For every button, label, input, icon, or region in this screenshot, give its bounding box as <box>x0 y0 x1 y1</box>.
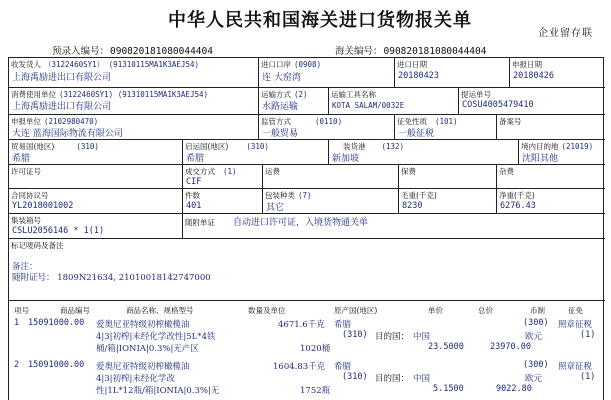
goods-header-name: 商品名称、规格型号 <box>126 306 194 315</box>
goods-item-dest-label: 目的国： <box>375 332 410 342</box>
goods-item-name-line-2: 4|3|初榨|未经化学改性|5L*4铁 <box>96 332 216 342</box>
declare-date-cell <box>510 58 605 88</box>
goods-item-code: 15091000.00 <box>28 318 85 328</box>
bill-no-label: 提运单号 <box>461 90 491 99</box>
transport-mode-value: 水路运输 <box>262 102 299 112</box>
goods-item-no: 2 <box>14 360 20 370</box>
goods-item-unit-price: 5.1500 <box>433 384 464 394</box>
transport-mode-code: (2) <box>294 90 308 99</box>
attached-docs-label: 随附单证 <box>185 218 215 227</box>
supervision-code: (0110) <box>315 117 343 126</box>
supervision-value: 一般贸易 <box>262 129 299 139</box>
marks-cell <box>9 239 605 301</box>
domestic-dest-value: 沈阳其他 <box>522 154 559 164</box>
package-value: 其它 <box>266 203 285 213</box>
deal-mode-cell <box>183 165 263 189</box>
net-weight-cell <box>497 189 605 214</box>
pieces-cell <box>183 189 263 214</box>
marks-note-label: 备注： <box>12 262 38 272</box>
goods-header-origin: 原产国(地区) <box>334 306 378 315</box>
transit-port-label: 装货港 <box>343 142 366 151</box>
package-cell <box>263 189 399 214</box>
import-port-label: 进口口岸 <box>261 60 291 69</box>
goods-item-currency: 欧元 <box>525 332 543 342</box>
declarant-code: (2102980470) <box>44 117 99 126</box>
consumer-cell <box>9 88 259 115</box>
contract-cell <box>9 189 183 214</box>
copy-label: 企业留存联 <box>538 28 593 39</box>
goods-item-total-price: 23970.00 <box>490 342 531 352</box>
transport-mode-label: 运输方式 <box>261 90 291 99</box>
insurance-label: 保费 <box>401 167 416 176</box>
goods-item-currency-code: (300) <box>523 360 549 370</box>
origin-country-value: 希腊 <box>186 154 205 164</box>
trade-country-cell <box>9 140 183 165</box>
goods-item-no: 1 <box>14 318 20 328</box>
transit-port-code: (132) <box>381 142 405 151</box>
remarks-no-label: 备案号 <box>499 117 522 126</box>
bill-no-value: COSU4005479410 <box>462 100 534 110</box>
attached-docs-value: 自动进口许可证，入境货物通关单 <box>233 218 369 228</box>
import-port-value: 连 大窑湾 <box>262 73 301 83</box>
import-port-code: (0908) <box>294 60 322 69</box>
goods-header-tax: 征免 <box>568 306 583 315</box>
insurance-cell <box>399 165 497 189</box>
goods-item-tax-code: (1) <box>580 372 596 382</box>
tax-nature-code: (101) <box>435 117 458 126</box>
customs-number-value: 090820181080044404 <box>383 46 487 57</box>
net-weight-label: 净重(千克) <box>499 191 535 200</box>
goods-item-unit-price: 23.5000 <box>428 342 464 352</box>
import-date-value: 20180423 <box>398 71 439 81</box>
goods-item-tax-mode: 照章征税 <box>558 320 593 330</box>
goods-header-currency: 币制 <box>530 306 545 315</box>
transit-port-cell <box>329 140 519 165</box>
goods-item-qty-1: 1604.83千克 <box>273 362 326 372</box>
transport-mode-cell <box>259 88 329 115</box>
transport-tool-cell <box>329 88 459 115</box>
goods-item-name-line-1: 爱奥尼亚特级初榨橄榄油 <box>96 320 190 330</box>
declare-date-value: 20180426 <box>513 71 554 81</box>
goods-item-dest-label: 目的国： <box>375 374 410 384</box>
tax-nature-cell <box>395 115 497 140</box>
gross-weight-value: 8230 <box>402 201 423 211</box>
transit-port-value: 新加坡 <box>332 154 360 164</box>
supervision-cell <box>259 115 395 140</box>
consignee-code: （3122460SY1） (91310115MA1K3AEJ54) <box>44 60 199 69</box>
customs-number <box>335 43 486 57</box>
marks-note-value: 随附证号： 1809N21634, 21010018142747000 <box>12 273 211 283</box>
container-value: CSLU2056146 * 1(1) <box>12 226 105 236</box>
transport-tool-label: 运输工具名称 <box>331 90 376 99</box>
freight-cell <box>263 165 399 189</box>
attached-docs-cell <box>183 214 605 239</box>
pieces-value: 401 <box>186 201 202 211</box>
consignee-label: 收发货人 <box>11 60 41 69</box>
gross-weight-cell <box>399 189 497 214</box>
goods-item-qty-1: 4671.6千克 <box>278 320 325 330</box>
goods-header-code: 商品编号 <box>60 306 90 315</box>
bill-no-cell <box>459 88 605 115</box>
goods-item-dest-value: 中国 <box>413 332 431 342</box>
pre-entry-value: 090820181080044404 <box>110 46 213 57</box>
consignee-cell <box>9 58 259 88</box>
supervision-label: 监管方式 <box>261 117 291 126</box>
goods-item-origin: 希腊 <box>334 362 352 372</box>
deal-mode-value: CIF <box>186 177 202 187</box>
net-weight-value: 6276.43 <box>500 201 536 211</box>
consumer-label: 消费使用单位 <box>11 90 56 99</box>
goods-item-origin: 希腊 <box>334 320 352 330</box>
marks-label: 标记唛码及备注 <box>11 241 64 250</box>
tax-nature-value: 一般征税 <box>398 129 435 139</box>
pre-entry-number <box>52 43 213 57</box>
transport-tool-value: KOTA SALAM/0032E <box>332 101 405 110</box>
tax-nature-label: 征免性质 <box>397 117 427 126</box>
goods-item-name-line-1: 爱奥尼亚特级初榨橄榄油 <box>96 362 190 372</box>
goods-item-qty-2: 1752瓶 <box>300 386 331 396</box>
misc-fee-label: 杂费 <box>499 167 514 176</box>
contract-value: YL2018001002 <box>12 201 74 211</box>
package-code: (7) <box>298 191 312 200</box>
domestic-dest-label: 境内目的地 <box>521 142 559 151</box>
deal-mode-code: (1) <box>223 167 237 176</box>
consumer-value: 上海禹励进出口有限公司 <box>12 102 112 112</box>
goods-header-total: 总价 <box>478 306 493 315</box>
goods-header-no: 项号 <box>14 306 29 315</box>
goods-item-total-price: 9022.80 <box>496 384 532 394</box>
goods-item-tax-code: (1) <box>580 330 596 340</box>
form-title: 中华人民共和国海关进口货物报关单 <box>168 10 472 31</box>
declarant-label: 申报单位 <box>11 117 41 126</box>
pieces-label: 件数 <box>185 191 200 200</box>
license-cell <box>9 165 183 189</box>
license-label: 许可证号 <box>11 167 41 176</box>
goods-item-code: 15091000.00 <box>28 360 85 370</box>
contract-label: 合同协议号 <box>11 191 49 200</box>
goods-item-name-line-3: 性|1L*12瓶/箱|IONIA|0.3%|无 <box>96 386 220 396</box>
trade-country-label: 贸易国(地区) <box>11 142 55 151</box>
import-date-label: 进口日期 <box>397 60 427 69</box>
domestic-dest-cell <box>519 140 605 165</box>
declarant-cell <box>9 115 259 140</box>
origin-country-cell <box>183 140 329 165</box>
gross-weight-label: 毛重(千克) <box>401 191 437 200</box>
trade-country-value: 希腊 <box>12 154 31 164</box>
customs-number-label: 海关编号： <box>335 46 383 57</box>
goods-item-origin-code: (310) <box>342 372 368 382</box>
trade-country-code: (310) <box>76 142 99 151</box>
goods-header-qty: 数量及单位 <box>248 306 286 315</box>
freight-label: 运费 <box>265 167 280 176</box>
goods-item-tax-mode: 照章征税 <box>558 362 593 372</box>
declarant-value: 大连 蓝海国际物流有限公司 <box>12 129 123 139</box>
domestic-dest-code: (21019) <box>561 142 594 151</box>
deal-mode-label: 成交方式 <box>185 167 215 176</box>
goods-item-name-line-3: 桶/箱|IONIA|0.3%|无产区 <box>96 344 199 354</box>
goods-item-origin-code: (310) <box>342 330 368 340</box>
goods-item-dest-value: 中国 <box>413 374 431 384</box>
goods-item-name-line-2: 4|3|初榨|未经化学改 <box>96 374 175 384</box>
container-cell <box>9 214 183 239</box>
origin-country-label: 启运国(地区) <box>185 142 229 151</box>
package-label: 包装种类 <box>265 191 295 200</box>
remarks-no-cell <box>497 115 605 140</box>
misc-fee-cell <box>497 165 605 189</box>
goods-header-unit-price: 单价 <box>428 306 443 315</box>
import-port-cell <box>259 58 395 88</box>
origin-country-code: (310) <box>246 142 269 151</box>
pre-entry-label: 预录入编号： <box>52 46 110 57</box>
import-date-cell <box>395 58 510 88</box>
container-label: 集装箱号 <box>11 216 41 225</box>
declare-date-label: 申报日期 <box>512 60 542 69</box>
goods-item-qty-2: 1020桶 <box>300 344 331 354</box>
goods-item-currency-code: (300) <box>523 318 549 328</box>
goods-item-currency: 欧元 <box>525 374 543 384</box>
consignee-value: 上海禹励进出口有限公司 <box>12 73 112 83</box>
consumer-code: (3122460SY1) (91310115MA1K3AEJ54) <box>59 90 209 99</box>
